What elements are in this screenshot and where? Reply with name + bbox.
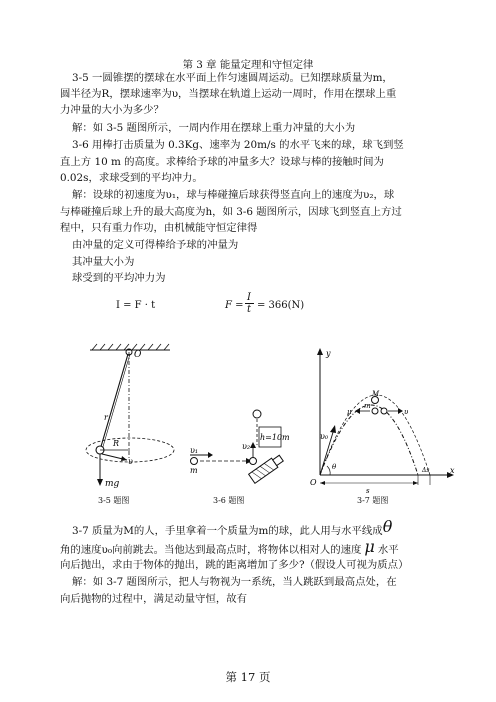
figure-caption-3-7: 3-7 题图 xyxy=(357,496,389,505)
label-y: y xyxy=(326,349,331,358)
figure-3-5 xyxy=(82,340,192,490)
text-line: 圆半径为R，摆球速率为υ，当摆球在轨道上运动一周时，作用在摆球上重 xyxy=(60,88,397,100)
label-R: R xyxy=(113,439,120,448)
label-x: x xyxy=(450,466,455,475)
text-line: 向后抛出，求由于物体的抛出，跳的距离增加了多少?（假设人可视为质点） xyxy=(60,559,409,571)
text-line: 解：如 3-7 题图所示，把人与物视为一系统，当人跳跃到最高点处，在 xyxy=(72,576,397,588)
label-v1: υ₁ xyxy=(190,446,199,455)
text-line: 直上方 10 m 的高度。求棒给予球的冲量多大？设球与棒的接触时间为 xyxy=(60,156,384,168)
text-line: 力冲量的大小为多少？ xyxy=(60,104,164,116)
label-O: O xyxy=(134,350,142,360)
label-mg: mg xyxy=(105,479,120,489)
text-line: 3-6 用棒打击质量为 0.3Kg、速率为 20m/s 的水平飞来的球，球飞到竖 xyxy=(72,139,404,151)
text-line: 0.02s，求球受到的平均冲力。 xyxy=(60,172,203,184)
text-line: 3-5 一圆锥摆的摆球在水平面上作匀速圆周运动。已知摆球质量为m， xyxy=(72,72,393,84)
text-line: 向后抛物的过程中，满足动量守恒，故有 xyxy=(60,593,248,605)
label-m: m xyxy=(190,466,198,475)
label-h: h=10m xyxy=(260,433,290,442)
figure-caption-3-5: 3-5 题图 xyxy=(98,496,130,505)
label-v: υ xyxy=(404,408,409,416)
label-r: r xyxy=(104,413,108,422)
figure-3-6 xyxy=(180,405,290,495)
label-mu: μ xyxy=(347,408,352,416)
mu-symbol: μ xyxy=(364,537,375,556)
formula-suffix: = 366(N) xyxy=(257,300,305,311)
text-line xyxy=(72,517,393,538)
label-v: υ xyxy=(128,457,133,466)
text-line: 与棒碰撞后球上升的最大高度为h，如 3-6 题图所示，因球飞到竖直上方过 xyxy=(60,206,402,218)
theta-symbol: θ xyxy=(382,517,393,536)
text-line: 其冲量大小为 xyxy=(72,256,135,268)
figure-caption-3-6: 3-6 题图 xyxy=(213,496,245,505)
text-line-tail: 水平 xyxy=(377,544,399,556)
impulse-formula: I = F · t xyxy=(116,300,156,311)
figure-3-7 xyxy=(300,345,460,495)
label-v0: υ₀ xyxy=(320,432,329,441)
text-line: 由冲量的定义可得棒给予球的冲量为 xyxy=(72,239,239,251)
text-line xyxy=(60,537,399,557)
label-theta: θ xyxy=(332,463,337,471)
label-O: O xyxy=(310,478,317,487)
text-line: 程中，只有重力作功，由机械能守恒定律得 xyxy=(60,222,258,234)
formula-denominator: t xyxy=(247,304,252,315)
text-line: 解：如 3-5 题图所示，一周内作用在摆球上重力冲量的大小为 xyxy=(72,122,356,134)
label-s: s xyxy=(366,487,370,495)
chapter-title: 第 3 章 能量定理和守恒定律 xyxy=(182,59,314,71)
label-m: m xyxy=(364,402,371,410)
formula-numerator: I xyxy=(247,292,251,303)
text-line: 解：设球的初速度为υ₁，球与棒碰撞后球获得竖直向上的速度为υ₂，球 xyxy=(72,189,395,201)
label-v2: υ₂ xyxy=(242,442,251,451)
text-line: 球受到的平均冲力为 xyxy=(72,272,166,284)
formula-prefix: F = xyxy=(225,300,244,311)
text-line-body: 角的速度υ₀向前跳去。当他达到最高点时，将物体以相对人的速度 xyxy=(60,544,362,556)
label-M: M xyxy=(372,390,380,398)
text-line-body: 3-7 质量为M的人，手里拿着一个质量为m的球，此人用与水平线成 xyxy=(72,525,383,537)
label-ds: Δs xyxy=(422,467,430,474)
page-footer: 第 17 页 xyxy=(225,670,271,684)
